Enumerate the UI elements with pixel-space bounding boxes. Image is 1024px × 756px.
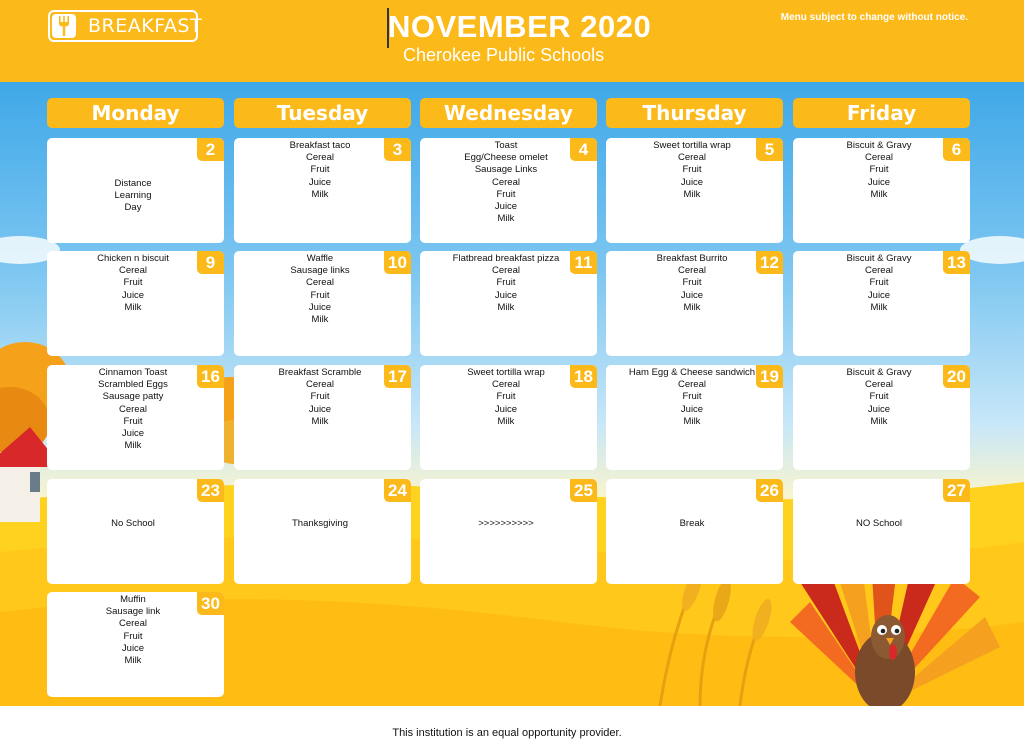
menu-item: Cereal [492,176,520,188]
menu-item: Milk [124,440,142,452]
menu-item: Milk [683,301,701,313]
menu-item: Fruit [310,289,330,301]
menu-item: Fruit [123,415,143,427]
menu-item: Sausage Links [474,164,538,176]
menu-items [606,253,778,314]
date-badge: 17 [384,365,411,388]
menu-items [793,367,965,428]
menu-items [47,594,219,667]
page-footer [0,706,1024,756]
date-badge: 18 [570,365,597,388]
menu-items [793,253,965,314]
menu-item: Sweet tortilla wrap [467,367,545,378]
menu-item: Milk [683,188,701,200]
day-cell [420,138,597,243]
menu-item: Break [679,518,705,529]
menu-item: Juice [494,201,518,213]
date-badge: 20 [943,365,970,388]
menu-item: Thanksgiving [292,518,348,529]
menu-item: Cereal [865,379,893,391]
date-badge: 25 [570,479,597,502]
date-badge: 3 [384,138,411,161]
menu-item: Juice [680,176,704,188]
menu-item: Cereal [678,265,706,277]
day-header-monday: Monday [47,98,224,128]
day-cell [47,592,224,697]
menu-items [47,518,219,530]
menu-item: Ham Egg & Cheese sandwich [628,367,756,378]
menu-item: Fruit [682,277,702,289]
menu-items [793,140,965,201]
date-badge: 4 [570,138,597,161]
day-cell [606,365,783,470]
menu-item: Milk [311,188,329,200]
menu-item: Waffle [306,253,334,264]
menu-item: Fruit [123,277,143,289]
page-header [0,0,1024,82]
menu-item: Egg/Cheese omelet [464,152,548,164]
day-cell [793,479,970,584]
day-cell [793,251,970,356]
day-cell [420,479,597,584]
menu-item: Distance [114,178,152,189]
menu-items [420,518,592,530]
menu-item: Cereal [678,152,706,164]
menu-items [47,178,219,215]
date-badge: 30 [197,592,224,615]
menu-item: Milk [870,415,888,427]
menu-item: Biscuit & Gravy [846,140,912,151]
menu-item: Milk [870,301,888,313]
menu-item: Cereal [119,618,147,630]
fork-icon [52,14,76,38]
menu-item: Muffin [120,594,146,605]
menu-item: Breakfast Scramble [278,367,362,378]
date-badge: 19 [756,365,783,388]
menu-items [606,140,778,201]
menu-item: Scrambled Eggs [98,379,168,391]
menu-item: Cereal [492,265,520,277]
menu-item: Cinnamon Toast [98,367,168,378]
school-name: Cherokee Public Schools [403,45,605,65]
day-cell [606,138,783,243]
menu-item: Cereal [865,152,893,164]
menu-item: Milk [497,301,515,313]
day-header-friday: Friday [793,98,970,128]
menu-item: Cereal [865,265,893,277]
menu-item: Fruit [496,391,516,403]
menu-items [793,518,965,530]
menu-item: No School [111,518,155,529]
menu-item: Juice [121,289,145,301]
menu-item: Day [124,202,142,214]
menu-items [47,253,219,314]
date-badge: 12 [756,251,783,274]
day-header-wednesday: Wednesday [420,98,597,128]
menu-item: Toast [494,140,518,151]
menu-item: Juice [680,403,704,415]
day-cell [420,365,597,470]
menu-item: NO School [856,518,902,529]
menu-item: Flatbread breakfast pizza [452,253,560,264]
menu-item: >>>>>>>>>> [478,518,534,529]
menu-item: Juice [308,403,332,415]
page-title: NOVEMBER 2020 [388,9,652,44]
menu-item: Breakfast taco [289,140,351,151]
menu-items [606,518,778,530]
menu-items [606,367,778,428]
menu-item: Cereal [119,265,147,277]
menu-item: Breakfast Burrito [656,253,728,264]
date-badge: 26 [756,479,783,502]
menu-item: Cereal [306,277,334,289]
menu-item: Cereal [492,379,520,391]
menu-items [234,367,406,428]
menu-item: Juice [121,428,145,440]
menu-item: Milk [870,188,888,200]
menu-item: Milk [124,655,142,667]
menu-item: Juice [308,176,332,188]
day-cell [234,251,411,356]
day-cell [47,138,224,243]
menu-notice: Menu subject to change without notice. [780,12,968,23]
menu-items [234,518,406,530]
menu-items [234,140,406,201]
day-cell [606,251,783,356]
date-badge: 23 [197,479,224,502]
menu-item: Fruit [682,391,702,403]
menu-item: Fruit [869,164,889,176]
menu-items [47,367,219,452]
date-badge: 10 [384,251,411,274]
menu-item: Sausage links [290,265,350,277]
day-header-tuesday: Tuesday [234,98,411,128]
date-badge: 11 [570,251,597,274]
menu-item: Fruit [310,391,330,403]
menu-item: Cereal [119,403,147,415]
equal-opportunity-statement: This institution is an equal opportunity provider. [392,727,622,739]
day-cell [234,479,411,584]
menu-item: Chicken n biscuit [97,253,169,264]
menu-items [420,140,592,225]
menu-item: Milk [311,415,329,427]
menu-item: Juice [494,289,518,301]
day-cell [47,251,224,356]
date-badge: 9 [197,251,224,274]
menu-item: Juice [680,289,704,301]
menu-item: Milk [497,415,515,427]
menu-item: Juice [308,301,332,313]
day-cell [234,365,411,470]
date-badge: 5 [756,138,783,161]
menu-item: Sausage link [105,606,161,618]
date-badge: 13 [943,251,970,274]
menu-items [234,253,406,326]
menu-items [420,253,592,314]
date-badge: 16 [197,365,224,388]
menu-item: Cereal [306,152,334,164]
menu-item: Sausage patty [102,391,164,403]
menu-item: Fruit [682,164,702,176]
menu-item: Juice [867,403,891,415]
menu-item: Juice [121,642,145,654]
menu-item: Biscuit & Gravy [846,367,912,378]
menu-items [420,367,592,428]
menu-item: Cereal [306,379,334,391]
day-cell [606,479,783,584]
date-badge: 24 [384,479,411,502]
day-cell [793,138,970,243]
menu-item: Learning [114,190,152,202]
day-cell [420,251,597,356]
menu-item: Fruit [310,164,330,176]
day-header-thursday: Thursday [606,98,783,128]
date-badge: 2 [197,138,224,161]
menu-item: Fruit [869,391,889,403]
menu-item: Milk [311,314,329,326]
logo-label: BREAKFAST [88,15,203,37]
day-cell [47,365,224,470]
day-cell [793,365,970,470]
menu-item: Milk [497,213,515,225]
date-badge: 6 [943,138,970,161]
menu-item: Fruit [123,630,143,642]
menu-item: Sweet tortilla wrap [653,140,731,151]
menu-item: Cereal [678,379,706,391]
menu-item: Milk [124,301,142,313]
day-cell [234,138,411,243]
menu-item: Juice [494,403,518,415]
menu-item: Biscuit & Gravy [846,253,912,264]
menu-item: Fruit [496,277,516,289]
day-cell [47,479,224,584]
menu-item: Milk [683,415,701,427]
menu-item: Fruit [496,188,516,200]
menu-item: Fruit [869,277,889,289]
menu-item: Juice [867,289,891,301]
breakfast-logo [48,10,203,42]
menu-item: Juice [867,176,891,188]
date-badge: 27 [943,479,970,502]
